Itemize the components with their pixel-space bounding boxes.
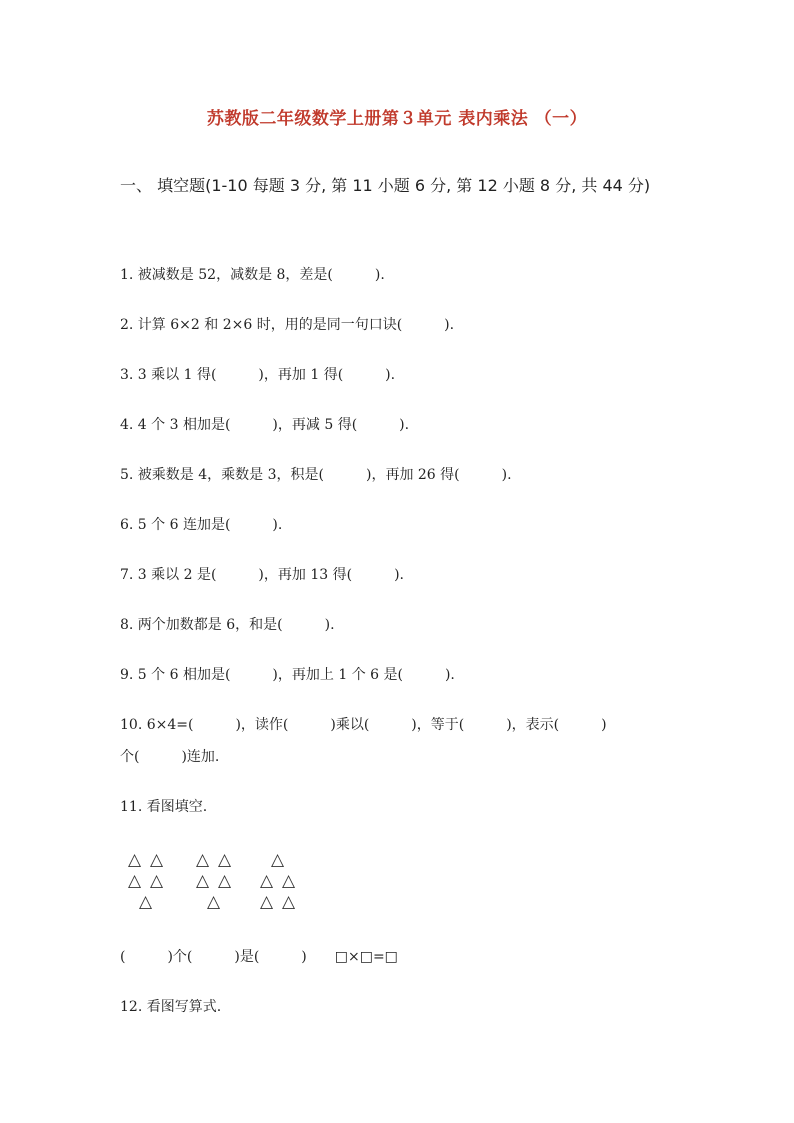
triangle-icon: △ [271, 850, 285, 870]
question-3: 3. 3 乘以 1 得( )，再加 1 得( ). [120, 367, 396, 383]
triangle-icon: △ [282, 871, 296, 891]
page-title: 苏教版二年级数学上册第３单元 表内乘法 （一） [206, 109, 588, 129]
question-8: 8. 两个加数都是 6，和是( ). [120, 617, 335, 633]
triangle-icon: △ [139, 892, 153, 912]
section-heading: 一、 填空题(1-10 每题 3 分, 第 11 小题 6 分, 第 12 小题 8 分, 共 44 分) [120, 176, 651, 195]
question-10-line-1: 10. 6×4=( )，读作( )乘以( )，等于( )，表示( ) [120, 717, 607, 733]
triangle-icon: △ [218, 871, 232, 891]
triangle-icon: △ [128, 850, 142, 870]
triangle-icon: △ [282, 892, 296, 912]
triangle-icon: △ [207, 892, 221, 912]
question-10-line-2: 个( )连加. [120, 749, 220, 765]
triangle-icon: △ [150, 850, 164, 870]
question-4: 4. 4 个 3 相加是( )，再减 5 得( ). [120, 417, 410, 433]
question-7: 7. 3 乘以 2 是( )，再加 13 得( ). [120, 567, 404, 583]
question-2: 2. 计算 6×2 和 2×6 时，用的是同一句口诀( ). [120, 317, 455, 333]
triangle-icon: △ [218, 850, 232, 870]
triangle-icon: △ [150, 871, 164, 891]
triangle-icon: △ [196, 871, 210, 891]
triangle-icon: △ [260, 892, 274, 912]
question-6: 6. 5 个 6 连加是( ). [120, 517, 283, 533]
question-1: 1. 被减数是 52，减数是 8，差是( ). [120, 267, 385, 283]
triangle-icon: △ [128, 871, 142, 891]
question-5: 5. 被乘数是 4，乘数是 3，积是( )，再加 26 得( ). [120, 467, 512, 483]
question-12: 12. 看图写算式. [120, 999, 222, 1015]
triangle-icon: △ [260, 871, 274, 891]
question-11: 11. 看图填空. [120, 799, 208, 815]
question-11-answer: ( )个( )是( ) □×□=□ [120, 949, 398, 965]
triangle-icon: △ [196, 850, 210, 870]
question-9: 9. 5 个 6 相加是( )，再加上 1 个 6 是( ). [120, 667, 455, 683]
